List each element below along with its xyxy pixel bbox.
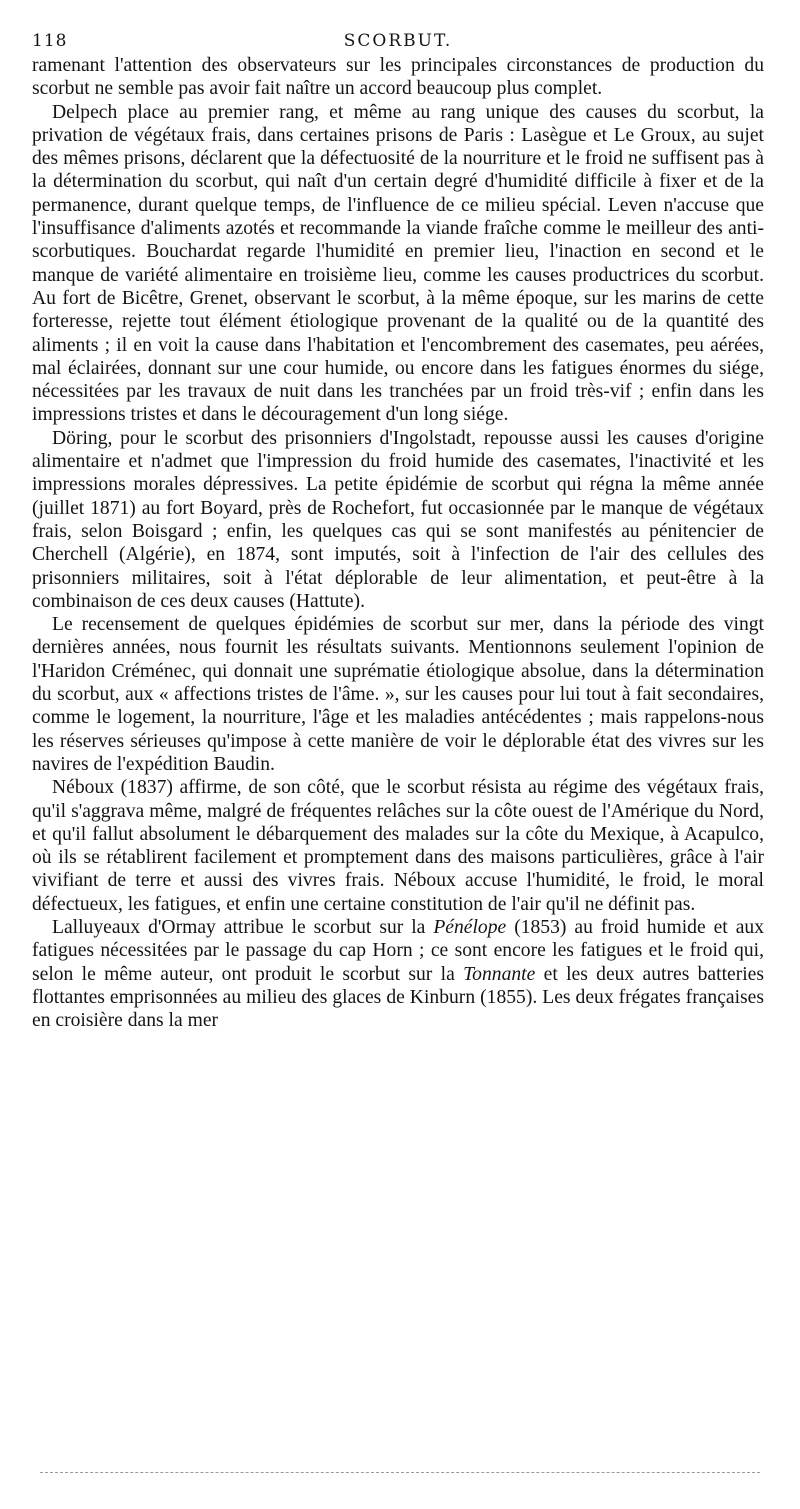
ship-name-italic: Tonnante xyxy=(463,963,536,985)
paragraph-text: ramenant l'attention des observateurs sur les principales circonstances de production du scorbut ne semble pas avoir fait naître un accord beaucoup plus complet. xyxy=(32,55,764,100)
paragraph-text: (1853) au froid humide et aux fatigues nécessitées par le passage du cap Horn ; ce sont encore les fatigues et le froid qui, selon le même auteur, ont produit le scorbut sur la xyxy=(32,916,764,985)
running-title: SCORBUT. xyxy=(343,31,453,51)
paragraph xyxy=(32,916,764,1032)
page-number: 118 xyxy=(32,31,68,51)
paragraph xyxy=(32,101,764,427)
bottom-dotted-rule xyxy=(40,1472,760,1473)
running-header xyxy=(32,28,764,54)
body-text xyxy=(32,54,764,1032)
paragraph-text: Döring, pour le scorbut des prisonniers d'Ingolstadt, repousse aussi les causes d'origine alimentaire et n'admet que l'impression du froid humide des casemates, l'inactivité et les impressions morales dépressives. La petite épidémie de scorbut qui régna la même année (juillet 1871) au fort Boyard, près de Rochefort, fut occasionnée par le manque de végétaux frais, selon Boisgard ; enfin, les quelques cas qui se sont manifestés au pénitencier de Cherchell (Algérie), en 1874, sont imputés, soit à l'infection de l'air des cellules des prisonniers militaires, soit à l'état déplorable de leur alimentation, et peut-être à la combinaison de ces deux causes (Hattute). xyxy=(32,427,764,612)
paragraph xyxy=(32,427,764,613)
paragraph-text: et les deux autres batteries flottantes emprisonnées au milieu des glaces de Kinburn (1855). Les deux frégates françaises en croisière dans la mer xyxy=(32,963,764,1032)
ship-name-italic: Pénélope xyxy=(433,916,507,938)
paragraph xyxy=(32,54,764,101)
paragraph xyxy=(32,776,764,916)
paragraph-text: Lalluyeaux d'Ormay attribue le scorbut sur la xyxy=(52,916,434,938)
paragraph-text: Le recensement de quelques épidémies de scorbut sur mer, dans la période des vingt dernières années, nous fournit les résultats suivants. Mentionnons seulement l'opinion de l'Haridon Créménec, qui donnait une suprématie étiologique absolue, dans la détermination du scorbut, aux « affections tristes de l'âme. », sur les causes pour lui tout à fait secondaires, comme le logement, la nourriture, l'âge et les maladies antécédentes ; mais rappelons-nous les réserves sérieuses qu'impose à cette manière de voir le déplorable état des vivres sur les navires de l'expédition Baudin. xyxy=(32,614,764,775)
book-page xyxy=(32,28,764,1032)
paragraph-text: Delpech place au premier rang, et même au rang unique des causes du scorbut, la privation de végétaux frais, dans certaines prisons de Paris : Lasègue et Le Groux, au sujet des mêmes prisons, déclarent que la défectuosité de la nourriture et le froid ne suffisent pas à la détermination du scorbut, qui naît d'un certain degré d'humidité difficile à fixer et de la permanence, durant quelque temps, de l'influence de ce milieu spécial. Leven n'accuse que l'insuffisance d'aliments azotés et recommande la viande fraîche comme le meilleur des anti-scorbutiques. Bouchardat regarde l'humidité en premier lieu, l'inaction en second et le manque de variété alimentaire en troisième lieu, comme les causes productrices du scorbut. Au fort de Bicêtre, Grenet, observant le scorbut, à la même époque, sur les marins de cette forteresse, rejette tout élément étiologique provenant de la qualité ou de la quantité des aliments ; il en voit la cause dans l'habitation et l'encombrement des casemates, peu aérées, mal éclairées, donnant sur une cour humide, ou encore dans les fatigues énormes du siége, nécessitées par les travaux de nuit dans les tranchées par un froid très-vif ; enfin dans les impressions tristes et dans le découragement d'un long siége. xyxy=(32,101,764,426)
paragraph-text: Néboux (1837) affirme, de son côté, que le scorbut résista au régime des végétaux frais, qu'il s'aggrava même, malgré de fréquentes relâches sur la côte ouest de l'Amérique du Nord, et qu'il fallut absolument le débarquement des malades sur la côte du Mexique, à Acapulco, où ils se rétablirent facilement et promptement dans des maisons particulières, grâce à l'air vivifiant de terre et aussi des vivres frais. Néboux accuse l'humidité, le froid, le moral défectueux, les fatigues, et enfin une certaine constitution de l'air qu'il ne définit pas. xyxy=(32,777,764,915)
paragraph xyxy=(32,613,764,776)
